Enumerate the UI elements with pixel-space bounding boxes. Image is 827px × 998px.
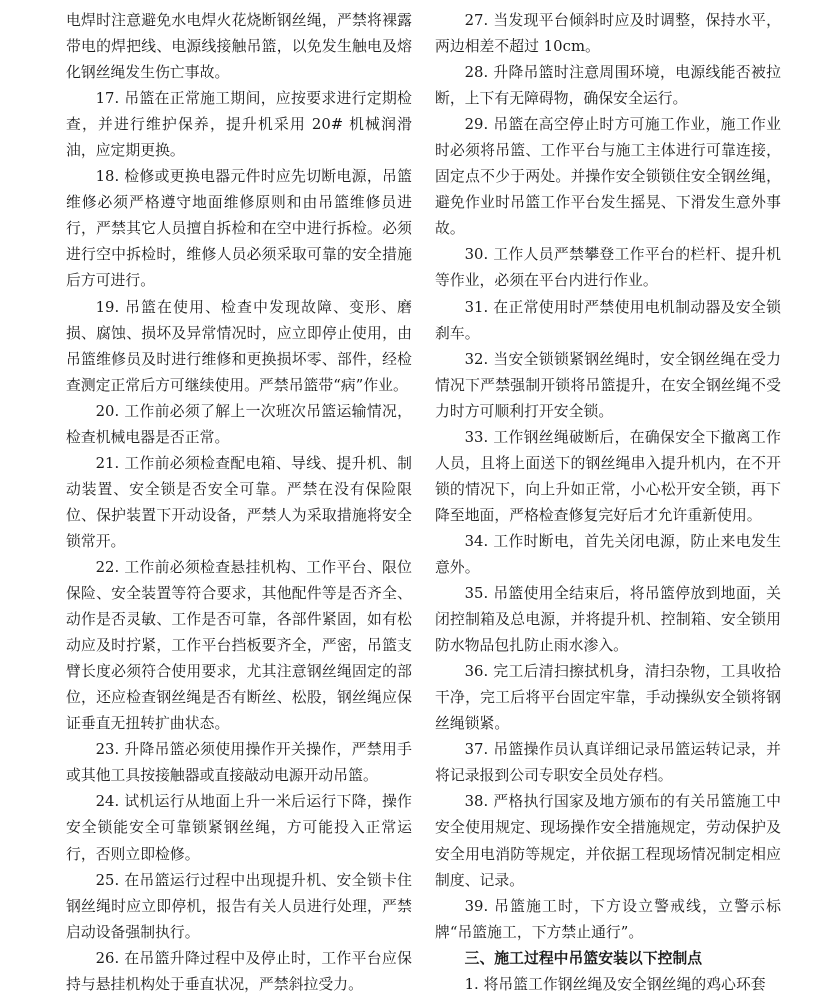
item-30: 30. 工作人员严禁攀登工作平台的栏杆、提升机等作业，必须在平台内进行作业。 [435, 246, 781, 290]
item-32: 32. 当安全锁锁紧钢丝绳时，安全钢丝绳在受力情况下严禁强制开锁将吊篮提升，在安全钢丝绳不受力时方可顺利打开安全锁。 [435, 350, 781, 420]
item-19: 19. 吊篮在使用、检查中发现故障、变形、磨损、腐蚀、损坏及异常情况时，应立即停止使用，由吊篮维修员及时进行维修和更换损坏零、部件，经检查测定正常后方可继续使用。严禁吊篮带“病”作业。 [66, 298, 412, 394]
item-23: 23. 升降吊篮必须使用操作开关操作，严禁用手或其他工具按接触器或直接敲动电源开动吊篮。 [66, 741, 412, 785]
item-39: 39. 吊篮施工时，下方设立警戒线，立警示标牌“吊篮施工，下方禁止通行”。 [435, 897, 781, 941]
item-24: 24. 试机运行从地面上升一米后运行下降，操作安全锁能安全可靠锁紧钢丝绳，方可能投入正常运行，否则立即检修。 [66, 793, 412, 863]
right-column [435, 8, 781, 998]
item-36: 36. 完工后清扫擦拭机身，清扫杂物，工具收拾干净，完工后将平台固定牢靠，手动操纵安全锁将钢丝绳锁紧。 [435, 663, 781, 733]
item-35: 35. 吊篮使用全结束后，将吊篮停放到地面，关闭控制箱及总电源，并将提升机、控制箱、安全锁用防水物品包扎防止雨水渗入。 [435, 585, 781, 655]
item-20: 20. 工作前必须了解上一次班次吊篮运输情况，检查机械电器是否正常。 [66, 402, 412, 446]
item-27: 27. 当发现平台倾斜时应及时调整，保持水平，两边相差不超过 10cm。 [435, 12, 781, 56]
item-21: 21. 工作前必须检查配电箱、导线、提升机、制动装置、安全锁是否安全可靠。严禁在没有保险限位、保护装置下开动设备，严禁人为采取措施将安全锁常开。 [66, 454, 412, 550]
item-34: 34. 工作时断电，首先关闭电源，防止来电发生意外。 [435, 532, 781, 576]
item-26: 26. 在吊篮升降过程中及停止时，工作平台应保持与悬挂机构处于垂直状况，严禁斜拉受力。 [66, 949, 412, 993]
item-28: 28. 升降吊篮时注意周围环境，电源线能否被拉断，上下有无障碍物，确保安全运行。 [435, 64, 781, 108]
item-31: 31. 在正常使用时严禁使用电机制动器及安全锁刹车。 [435, 298, 781, 342]
section-heading: 三、施工过程中吊篮安装以下控制点 [464, 949, 703, 967]
item-33: 33. 工作钢丝绳破断后，在确保安全下撤离工作人员，且将上面送下的钢丝绳串入提升机内，在不开锁的情况下，向上升如正常，小心松开安全锁，再下降至地面，严格检查修复完好后才允许重新使用。 [435, 428, 781, 524]
item-18: 18. 检修或更换电器元件时应先切断电源，吊篮维修必须严格遵守地面维修原则和由吊篮维修员进行，严禁其它人员擅自拆检和在空中进行拆检。必须进行空中拆检时，维修人员必须采取可靠的安全措施后方可进行。 [66, 168, 412, 290]
item-22: 22. 工作前必须检查悬挂机构、工作平台、限位保险、安全装置等符合要求，其他配件等是否齐全、动作是否灵敏、工作是否可靠，各部件紧固，如有松动应及时拧紧，工作平台挡板要齐全，严密，吊篮支臂长度必须符合使用要求，尤其注意钢丝绳固定的部位，还应检查钢丝绳是否有断丝、松股，钢丝绳应保证垂直无扭转扩曲状态。 [66, 558, 412, 733]
item-17: 17. 吊篮在正常施工期间，应按要求进行定期检查，并进行维护保养，提升机采用 20# 机械润滑油，应定期更换。 [66, 90, 412, 160]
left-column [66, 8, 412, 998]
paragraph-continuation: 电焊时注意避免水电焊火花烧断钢丝绳，严禁将裸露带电的焊把线、电源线接触吊篮，以免发生触电及熔化钢丝绳发生伤亡事故。 [66, 12, 412, 82]
control-point-1: 1. 将吊篮工作钢丝绳及安全钢丝绳的鸡心环套 [464, 975, 766, 993]
item-29: 29. 吊篮在高空停止时方可施工作业，施工作业时必须将吊篮、工作平台与施工主体进行可靠连接，固定点不少于两处。并操作安全锁锁住安全钢丝绳，避免作业时吊篮工作平台发生摇晃、下滑发生意外事故。 [435, 116, 781, 238]
item-38: 38. 严格执行国家及地方颁布的有关吊篮施工中安全使用规定、现场操作安全措施规定，劳动保护及安全用电消防等规定，并依据工程现场情况制定相应制度、记录。 [435, 793, 781, 889]
item-25: 25. 在吊篮运行过程中出现提升机、安全锁卡住钢丝绳时应立即停机，报告有关人员进行处理，严禁启动设备强制执行。 [66, 871, 412, 941]
item-37: 37. 吊篮操作员认真详细记录吊篮运转记录，并将记录报到公司专职安全员处存档。 [435, 741, 781, 785]
